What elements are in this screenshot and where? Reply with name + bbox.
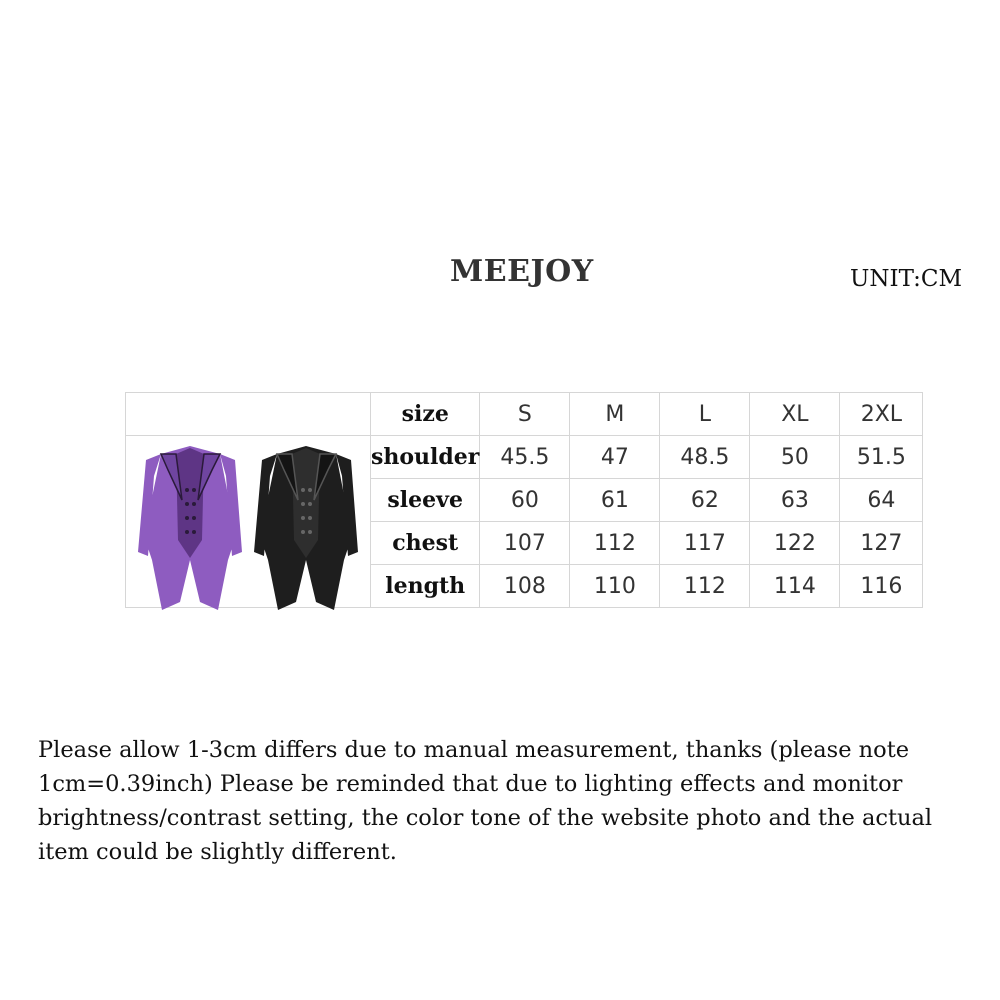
measurement-value: 48.5 — [660, 436, 750, 479]
measurement-value: 112 — [570, 522, 660, 565]
measurement-label: chest — [371, 522, 480, 565]
size-header-cell: M — [570, 393, 660, 436]
tailcoat-images — [128, 440, 368, 616]
size-header-cell: 2XL — [840, 393, 923, 436]
measurement-value: 62 — [660, 479, 750, 522]
size-header-cell: XL — [750, 393, 840, 436]
measurement-label: length — [371, 565, 480, 608]
measurement-value: 45.5 — [480, 436, 570, 479]
measurement-value: 117 — [660, 522, 750, 565]
measurement-label: shoulder — [371, 436, 480, 479]
size-header-row — [126, 393, 923, 436]
measurement-value: 61 — [570, 479, 660, 522]
image-header-cell — [126, 393, 371, 436]
measurement-value: 116 — [840, 565, 923, 608]
measurement-value: 122 — [750, 522, 840, 565]
measurement-value: 114 — [750, 565, 840, 608]
measurement-label: sleeve — [371, 479, 480, 522]
black-tailcoat — [254, 446, 358, 610]
measurement-value: 110 — [570, 565, 660, 608]
measurement-value: 112 — [660, 565, 750, 608]
measurement-disclaimer: Please allow 1-3cm differs due to manual measurement, thanks (please note 1cm=0.39inch) Please be reminded that due to lighting effects and monitor brightness/contrast setting, the color tone of the website photo and the actual item could be slightly different. — [38, 737, 933, 865]
measurement-value: 50 — [750, 436, 840, 479]
size-header-cell: S — [480, 393, 570, 436]
size-header-cell: L — [660, 393, 750, 436]
brand-title: MEEJOY — [450, 254, 594, 289]
measurement-value: 64 — [840, 479, 923, 522]
measurement-value: 51.5 — [840, 436, 923, 479]
measurement-value: 63 — [750, 479, 840, 522]
measurement-value: 47 — [570, 436, 660, 479]
measurement-value: 60 — [480, 479, 570, 522]
size-header-label: size — [371, 393, 480, 436]
measurement-value: 107 — [480, 522, 570, 565]
unit-label: UNIT:CM — [850, 266, 963, 292]
measurement-value: 127 — [840, 522, 923, 565]
purple-tailcoat — [138, 446, 242, 610]
measurement-value: 108 — [480, 565, 570, 608]
